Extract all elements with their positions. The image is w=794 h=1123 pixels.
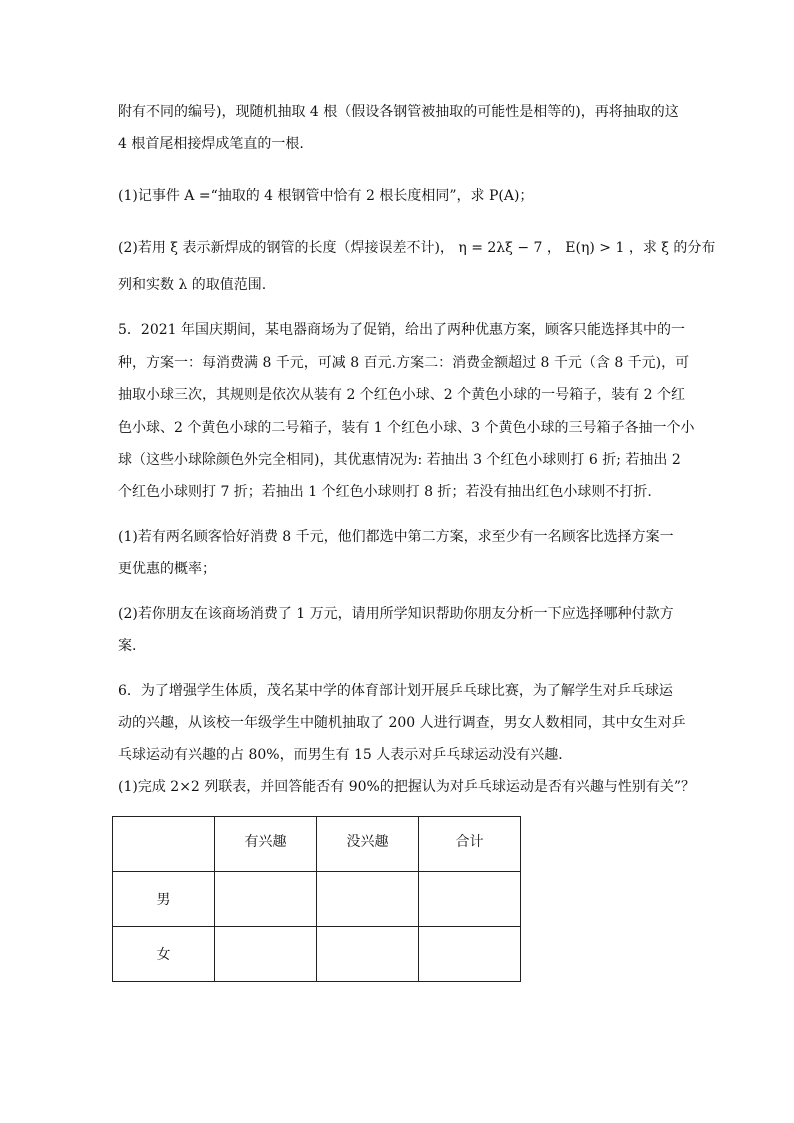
table-cell [215, 927, 317, 982]
table-cell [419, 927, 521, 982]
table-cell [215, 872, 317, 927]
table-cell [317, 927, 419, 982]
q6-line-1: 6．为了增强学生体质，茂名某中学的体育部计划开展乒乓球比赛，为了解学生对乒乓球运 [118, 683, 673, 699]
table-row-female [113, 927, 521, 982]
q4-part-2-line-2: 列和实数 λ 的取值范围. [118, 277, 267, 293]
table-cell [317, 872, 419, 927]
q5-line-3: 抽取小球三次，其规则是依次从装有 2 个红色小球、2 个黄色小球的一号箱子，装有 2 个红 [118, 387, 685, 403]
q5-part-1-line-1: (1)若有两名顾客恰好消费 8 千元，他们都选中第二方案，求至少有一名顾客比选择方案一 [118, 529, 674, 545]
q5-line-2: 种，方案一：每消费满 8 千元，可减 8 百元.方案二：消费金额超过 8 千元（含 8 千元)，可 [118, 355, 690, 371]
q5-part-2-line-1: (2)若你朋友在该商场消费了 1 万元，请用所学知识帮助你朋友分析一下应选择哪种付款方 [118, 606, 674, 622]
q6-line-3: 乓球运动有兴趣的占 80%，而男生有 15 人表示对乒乓球运动没有兴趣． [118, 747, 573, 763]
q6-line-2: 动的兴趣，从该校一年级学生中随机抽取了 200 人进行调查，男女人数相同，其中女生对乒 [118, 715, 686, 731]
contingency-table [112, 816, 521, 982]
table-cell [419, 872, 521, 927]
table-corner-cell [113, 817, 215, 872]
q4-line-2: 4 根首尾相接焊成笔直的一根. [118, 136, 304, 152]
q6-part-1: (1)完成 2×2 列联表，并回答能否有 90%的把握认为对乒乓球运动是否有兴趣与性别有关”？ [118, 779, 695, 795]
q5-line-6: 个红色小球则打 7 折；若抽出 1 个红色小球则打 8 折；若没有抽出红色小球则不打折. [118, 484, 652, 500]
q5-part-2-line-2: 案. [118, 638, 137, 654]
table-row-label: 女 [113, 927, 215, 982]
q5-line-5: 球（这些小球除颜色外完全相同)，其优惠情况为: 若抽出 3 个红色小球则打 6 折; 若抽出 2 [118, 452, 681, 468]
q5-line-4: 色小球、2 个黄色小球的二号箱子，装有 1 个红色小球、3 个黄色小球的三号箱子各抽一个小 [118, 420, 695, 436]
table-row-label: 男 [113, 872, 215, 927]
q5-part-1-line-2: 更优惠的概率； [118, 561, 216, 577]
q4-part-1: (1)记事件 A =“抽取的 4 根钢管中恰有 2 根长度相同”，求 P(A)； [118, 188, 534, 204]
q4-part-2-line-1: (2)若用 ξ 表示新焊成的钢管的长度（焊接误差不计)， η = 2λξ − 7 ， E(η) > 1 ，求 ξ 的分布 [118, 240, 716, 256]
q5-line-1: 5．2021 年国庆期间，某电器商场为了促销，给出了两种优惠方案，顾客只能选择其中的一 [118, 322, 685, 338]
table-row-male [113, 872, 521, 927]
q4-line-1: 附有不同的编号)，现随机抽取 4 根（假设各钢管被抽取的可能性是相等的)，再将抽取的这 [118, 104, 679, 120]
table-header-not-interested: 没兴趣 [317, 817, 419, 872]
table-header-interested: 有兴趣 [215, 817, 317, 872]
table-header-total: 合计 [419, 817, 521, 872]
table-header-row [113, 817, 521, 872]
